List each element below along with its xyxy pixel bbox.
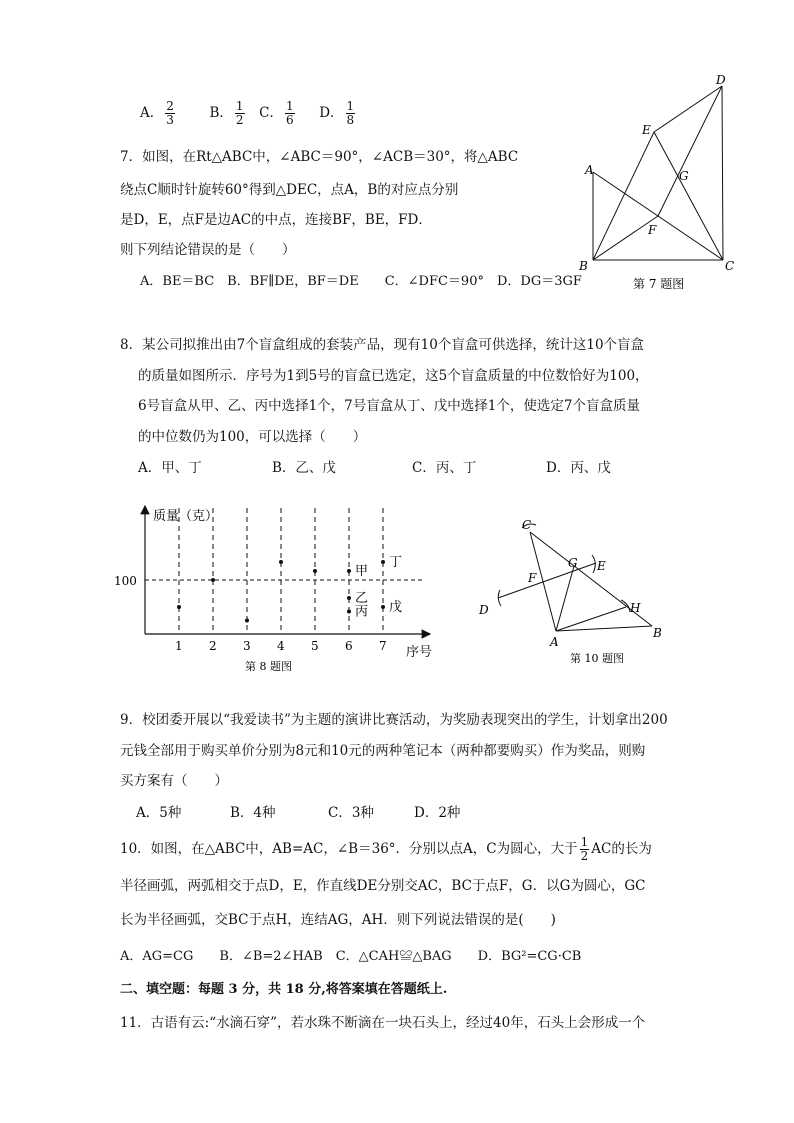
q10-fraction: $\frac{1}{2}$ <box>580 835 589 863</box>
q7-label-a: A <box>585 163 594 177</box>
x-tick-3: 3 <box>243 639 251 653</box>
q9-line-3: 买方案有（ ） <box>120 773 228 789</box>
data-point-8 <box>347 610 351 614</box>
q10-label-h: H <box>630 601 641 615</box>
q10-label-a: A <box>550 635 559 649</box>
q7-label-d: D <box>716 73 726 87</box>
q6-option-d: D． $\frac{1}{8}$ <box>319 99 355 127</box>
data-point-3 <box>245 619 249 623</box>
q7-label-e: E <box>642 123 651 137</box>
q6-option-a: A． $\frac{2}{3}$ <box>140 99 174 127</box>
section-2-heading: 二、填空题：每题 3 分，共 18 分,将答案填在答题纸上. <box>120 982 448 997</box>
data-point-1 <box>177 605 181 609</box>
x-tick-7: 7 <box>379 639 387 653</box>
q10-label-g: G <box>568 556 578 570</box>
point-label-乙: 乙 <box>355 591 369 606</box>
x-axis-label: 序号 <box>406 645 433 660</box>
point-label-戊: 戊 <box>389 600 403 615</box>
x-tick-1: 1 <box>175 639 183 653</box>
q9-line-2: 元钱全部用于购买单价分别为8元和10元的两种笔记本（两种都要购买）作为奖品，则购 <box>120 743 646 759</box>
y-tick-100: 100 <box>114 574 137 588</box>
q10-label-d: D <box>479 603 489 617</box>
q11-line-1: 11．古语有云:“水滴石穿”，若水珠不断滴在一块石头上，经过40年，石头上会形成一个 <box>120 1015 646 1031</box>
x-tick-5: 5 <box>311 639 319 653</box>
data-point-6 <box>347 569 351 573</box>
data-point-7 <box>347 596 351 600</box>
q10-line-2: 半径画弧，两弧相交于点D，E，作直线DE分别交AC，BC于点F，G．以G为圆心，GC <box>120 878 646 894</box>
data-point-2 <box>211 578 215 582</box>
q10-options: A．AG=CG B．∠B=2∠HAB C．△CAH≌△BAG D．BG²=CG·CB <box>120 949 582 964</box>
q10-label-b: B <box>653 626 662 640</box>
data-point-10 <box>381 605 385 609</box>
data-point-9 <box>381 560 385 564</box>
q8-figure-caption: 第 8 题图 <box>245 660 292 673</box>
q8-chart <box>110 500 450 680</box>
q10-label-c: C <box>522 518 532 532</box>
point-label-丙: 丙 <box>355 604 369 620</box>
q10-label-e: E <box>597 559 606 573</box>
q8-option-a: A．甲、丁 <box>138 460 202 476</box>
data-point-5 <box>313 569 317 573</box>
x-tick-4: 4 <box>277 639 285 653</box>
x-tick-6: 6 <box>345 639 353 653</box>
q9-option-c: C．3种 <box>328 805 374 821</box>
q7-options: A．BE＝BC B．BF∥DE，BF＝DE C．∠DFC＝90° D．DG＝3GF <box>140 274 582 289</box>
q10-line-1: 10．如图，在△ABC中，AB=AC，∠B＝36°．分别以点A，C为圆心，大于 $\frac{1}{2}$ AC的长为 <box>120 835 652 863</box>
q8-option-d: D．丙、戊 <box>546 460 611 476</box>
y-axis-label: 质量（克） <box>153 509 219 524</box>
q8-line-2: 的质量如图所示．序号为1到5号的盲盒已选定，这5个盲盒质量的中位数恰好为100， <box>138 368 649 384</box>
q9-option-b: B．4种 <box>230 805 276 821</box>
q7-line-4: 则下列结论错误的是（ ） <box>120 242 296 258</box>
q7-label-c: C <box>725 259 735 273</box>
q10-label-f: F <box>528 571 537 585</box>
q8-line-3: 6号盲盒从甲、乙、丙中选择1个，7号盲盒从丁、戊中选择1个，使选定7个盲盒质量 <box>138 398 640 414</box>
q10-figure-caption: 第 10 题图 <box>570 652 624 665</box>
q7-label-f: F <box>648 223 657 237</box>
q6-option-b: B． $\frac{1}{2}$ <box>209 99 244 127</box>
q10-figure <box>470 510 680 670</box>
q6-options <box>140 100 357 127</box>
q6-option-c: C． $\frac{1}{6}$ <box>259 99 294 127</box>
q7-label-g: G <box>679 169 689 183</box>
point-label-丁: 丁 <box>389 555 403 570</box>
q7-line-1: 7．如图，在Rt△ABC中，∠ABC＝90°，∠ACB＝30°，将△ABC <box>120 149 519 165</box>
q9-option-a: A．5种 <box>136 805 182 821</box>
q7-line-3: 是D，E，点F是边AC的中点，连接BF，BE，FD． <box>120 212 432 228</box>
q7-figure <box>575 68 745 298</box>
q7-figure-caption: 第 7 题图 <box>633 277 685 291</box>
q7-line-2: 绕点C顺时针旋转60°得到△DEC，点A，B的对应点分别 <box>120 182 459 198</box>
q8-line-4: 的中位数仍为100，可以选择（ ） <box>138 429 367 445</box>
q9-line-1: 9．校团委开展以“我爱读书”为主题的演讲比赛活动，为奖励表现突出的学生，计划拿出200 <box>120 712 668 728</box>
q7-label-b: B <box>579 259 588 273</box>
q8-line-1: 8．某公司拟推出由7个盲盒组成的套装产品，现有10个盲盒可供选择，统计这10个盲盒 <box>120 337 645 353</box>
data-point-4 <box>279 560 283 564</box>
point-label-甲: 甲 <box>355 564 369 579</box>
q8-option-c: C．丙、丁 <box>412 460 477 476</box>
q8-option-b: B．乙、戊 <box>272 460 336 476</box>
q10-line-3: 长为半径画弧，交BC于点H，连结AG，AH．则下列说法错误的是( ) <box>120 912 556 928</box>
x-tick-2: 2 <box>209 639 217 653</box>
q9-option-d: D．2种 <box>414 805 461 821</box>
